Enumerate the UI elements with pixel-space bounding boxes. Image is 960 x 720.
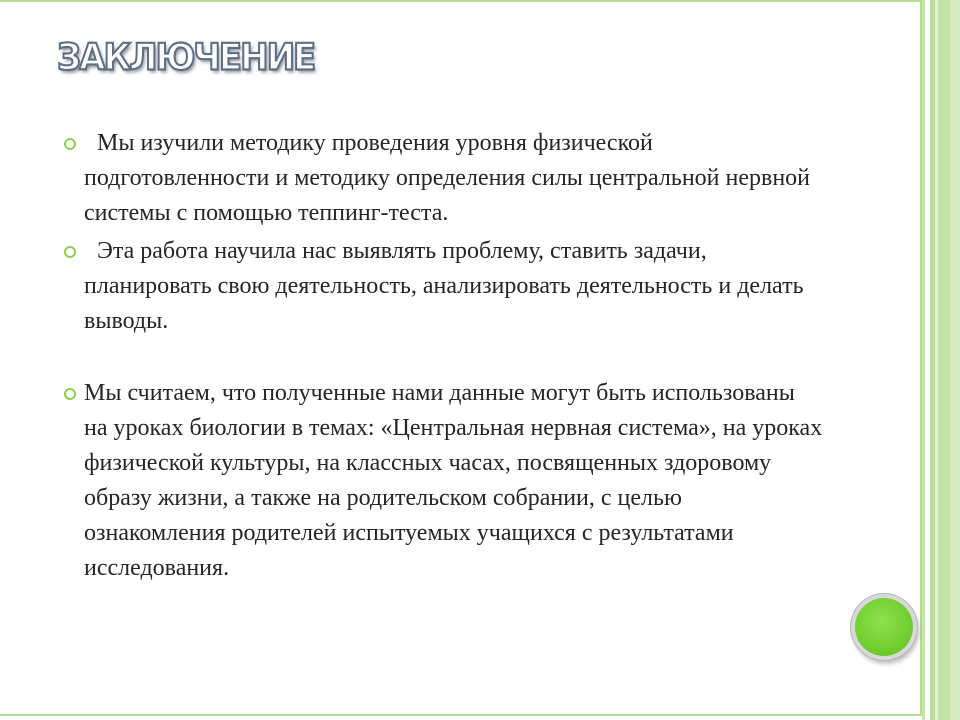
- bullet-text: Мы считаем, что полученные нами данные могут быть использованы на уроках биологии в темах: «Центральная нервная система», на уроках физической культуры, на классных часах, посвященных здоровому образу жизни, а также на родительском собрании, с целью ознакомления родителей испытуемых учащихся с результатами исследования.: [84, 380, 823, 581]
- bullet-item: [64, 234, 824, 339]
- bullet-text: Эта работа научила нас выявлять проблему, ставить задачи, планировать свою деятельность, анализировать деятельность и делать выводы.: [84, 238, 804, 334]
- bullet-list: [64, 126, 824, 586]
- decorative-stripe: [938, 0, 950, 720]
- slide-title: ЗАКЛЮЧЕНИЕ: [57, 36, 315, 80]
- green-circle-button[interactable]: [855, 598, 913, 656]
- bullet-circle-icon: [64, 246, 76, 258]
- bullet-circle-icon: [64, 388, 76, 400]
- bullet-item: [64, 376, 824, 586]
- bullet-item: [64, 126, 824, 231]
- decorative-stripe: [950, 0, 960, 720]
- bullet-text: Мы изучили методику проведения уровня физической подготовленности и методику определения силы центральной нервной системы с помощью теппинг-теста.: [84, 130, 811, 226]
- bullet-circle-icon: [64, 138, 76, 150]
